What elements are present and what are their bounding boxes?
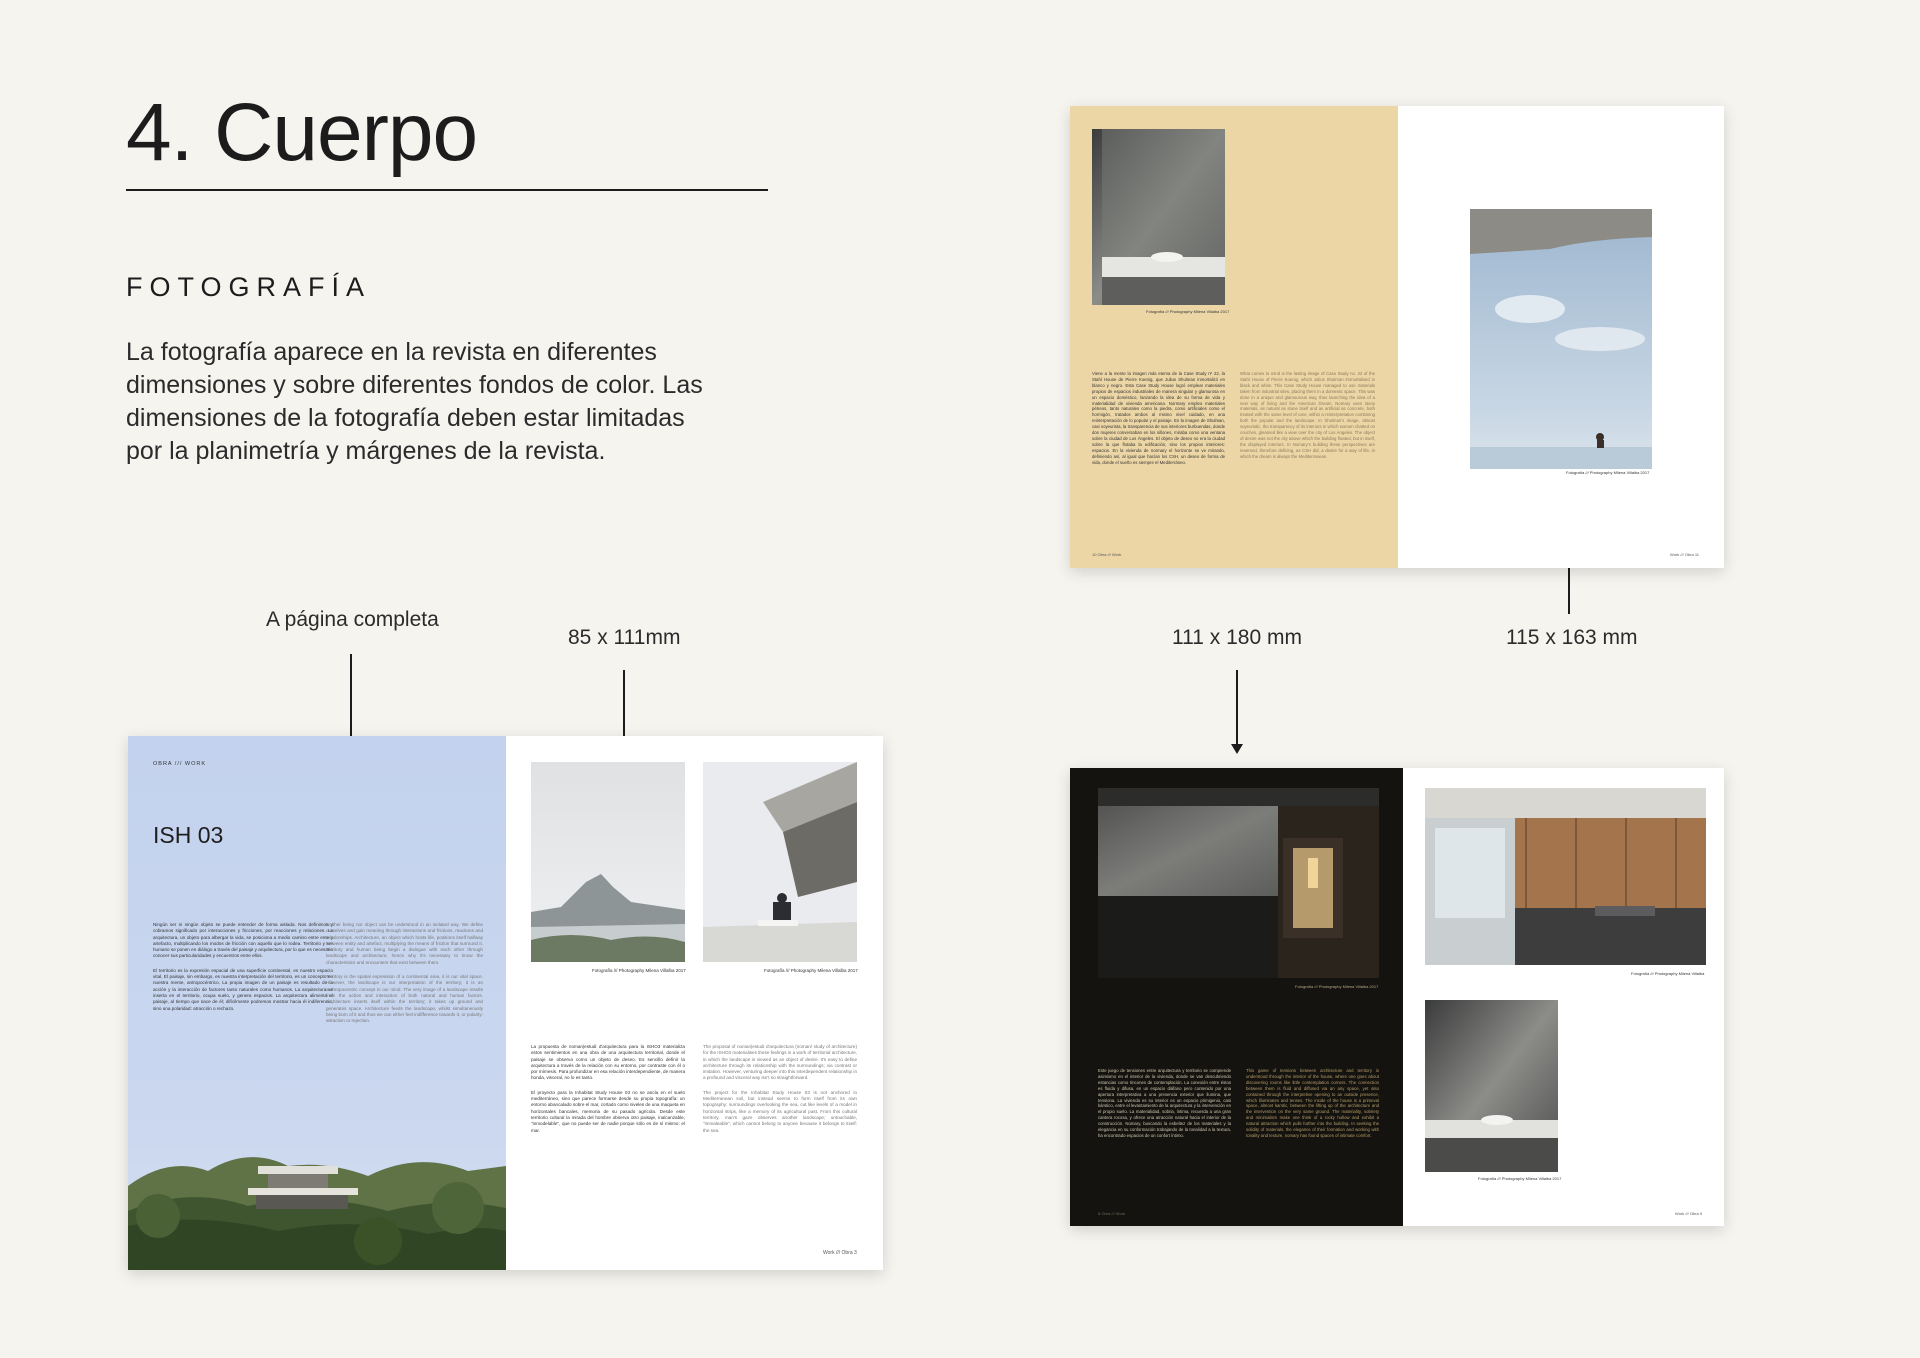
body-en-col-2	[703, 1044, 857, 1134]
title-divider	[126, 189, 768, 191]
photo-caption: Fotografía /// Photography Milena Villalba 2017	[1295, 984, 1379, 989]
house-landscape-photo	[128, 1116, 506, 1270]
kicker: OBRA /// WORK	[153, 761, 207, 767]
page-folio: 10 Obra /// Work	[1092, 552, 1122, 557]
page-folio: 8 Obra /// Work	[1098, 1211, 1126, 1216]
section-heading: FOTOGRAFÍA	[126, 272, 372, 302]
body-es: Viene a la mente la imagen más eterna de la Case Study nº 22, la Stahl House de Pierre Koenig, que Julius Shulman inmortalizó en blanco y negro. Esta Case Study House logró emplear materiales propios de espacios industriales de manera singular y glamurosa en un espacio doméstico, lanzando la idea de su forma de vida y materialidad de vivienda americana. Normary empleo materiales pétreos, tanto naturales como la piedra, como artificiales como el hormigón, tratados ambos al mismo nivel cuidado, en una reinterpretación de lo popular y el paisaje. En la imagen de Shulman, casi voyeurista, la transparencia de sus interiores burbuendas, donde dos mujeres conversaban en los sillones, miraba como una ventana sobre la ciudad de Los Ángeles. El objeto de deseo no era la ciudad sobre la que flotaba la edificación, sino los propios interiores: espacios. En la vivienda de normary el horizonte se ve mirando, definiendo así, al igual que hacían los CSH, un deseo de forma de vida, donde el sueño es siempre el Mediterráneo.	[1092, 371, 1225, 465]
body-en: This game of tensions between architecture and territory is understood through the interior of the house, where one goes about discovering rooms like little contemplation corners. The connection between them is fluid and diffused via an airy space, yet also contained through the interpretive opening to an outside presence, which illuminates and tenses. The inside of the house is a primeval space, almost karstic, between the lifting up of the architecture and the intervention on the very same ground. The materiality, sobriety and minimalism make one think of a rocky hollow and exhibit a natural attraction which pulls further into the building. In seeking the solidity of materials, the elegance of their formation and working with tonality and texture, nomary has found spaces of intimate comfort.	[1246, 1068, 1379, 1138]
concrete-wall-photo	[1092, 129, 1225, 305]
right-page-white	[1398, 106, 1724, 568]
caption-111x180: 111 x 180 mm	[1172, 626, 1302, 649]
paragraph: Ningún ser ni ningún objeto se puede entender de forma aislada. Nos definimos y cobramos significado por interacciones y fricciones, por reacciones y relaciones. La arquitectura, un objeto para albergar la vida, se posiciona a medio camino entre ente y artefacto, multiplicando los modos de fricción con aquello que lo rodea. Territorio y ser humano se ponen en diálogo a través del paisaje y arquitectura, por lo que es necesario conocer sus particularidades y encuentros entre ellos.	[153, 922, 333, 959]
left-page-blue	[128, 736, 506, 1270]
body-es: Este juego de tensiones entre arquitectura y territorio se comprende asimismo en el interior de la vivienda, donde se van descubriendo estancias como rincones de contemplación. La conexión entre éstos es fluida y difusa, en un espacio diáfano pero contenido por una apertura interpretativa a una presencia exterior que ilumina, que tensiona. La vivienda es su interior es un espacio primigenio, casi kárstico, entre el levantamiento de la arquitectura y la intervención en el propio suelo. La materialidad, sobria, íntima, recuerda a una gran cantera rocosa, y ofrece una atracción natural hacia el interior de la construcción. Nomary, buscando la esbeltez de los materiales y la elegancia en su conformación trabajando de la tonalidad a la textura, ha encontrado espacios de un confort íntimo.	[1098, 1068, 1231, 1138]
photo-caption: Fotografía /// Photography Milena Villalba 2017	[592, 968, 686, 973]
article-title: ISH 03	[153, 822, 224, 848]
right-page-white	[1403, 768, 1724, 1226]
arrow-111x180	[1236, 670, 1238, 744]
paragraph: The project for the Inhabitat Study House 03 is not anchored in Mediterranean soil, but instead seems to form itself from its own topography: surroundings overlooking the sea, cut like levels of a model in horizontal strips, like a memory of its agricultural past. From this cultural territory, man's gaze observes another landscape; untouchable, "immaleable", which cannot belong to anyone because it belongs to itself: the sea.	[703, 1089, 857, 1133]
body-es-col-1	[153, 922, 333, 1012]
night-courtyard-photo	[1098, 788, 1379, 978]
caption-85x111: 85 x 111mm	[568, 626, 681, 649]
spread-beige	[1070, 106, 1724, 568]
arrow-head-111x180	[1231, 744, 1243, 754]
pool-sky-photo	[1470, 209, 1652, 469]
page-folio: Work /// Obra 11	[1670, 552, 1699, 557]
body-en: What comes to mind is the lasting image of Case Study no. 22 of the Stahl House of Pierre Koenig, which Julius Shulman immortalised in black and white. This Case Study House managed to use materials taken from industrial sites, placing them in a domestic space. This was done in a unique and glamourous way, thus launching the idea of a new way of living and the American Dream. Nomary uses stony materials, as natural as stone itself and as artificial as concrete, both treated with the same level of care, within a reinterpretation combining both the popular and the landscape. In Shulman's image, almost voyeuristic, the transparency of its interiors in which women chatted on couches, gleamed like a view over the city of Los Angeles. The object of desire was not the city above which the building floated, but in itself, the displayed interiors. In Nomary's building these perspectives are reversed, therefore defining, as CSH did, a desire for a way of life, in which the dream is always the Mediterranean.	[1240, 371, 1375, 459]
paragraph: Neither being nor object can be understood in an isolated way. We define ourselves and gain meaning through interactions and frictions, reactions and relationships. Architecture, an object which hosts life, positions itself halfway between entity and artefact, multiplying the means of friction that surround it. Territory and human being begin a dialogue with each other through landscape and architecture, hence why it's necessary to know the characteristics and encounters that exist between them.	[326, 922, 483, 965]
paragraph: El territorio es la expresión espacial de una superficie continental, es nuestro espacio vital. El paisaje, sin embargo, es nuestra interpretación del territorio, es un concepto en nuestra mente, antropocéntrico. La propia imagen de un paisaje es resultado de la acción y la interacción de factores tanto naturales como humanos. La arquitectura se inserta en el territorio, ocupa suelo, y genera espacios. La arquitectura alimenta el paisaje, al tiempo que nace de él; difícilmente podremos mostrar hacia él indiferencia, sino una polaridad: atracción o rechazo.	[153, 967, 333, 1011]
page-folio: Work /// Obra 9	[1675, 1211, 1703, 1216]
paragraph: El proyecto para la Inhabitat Study House 03 no se ancla en el suelo mediterráneo, sino que parece formarse desde su propia topografía: un entorno abancalado sobre el mar, cortado como niveles de una maqueta en horizontales bancales, memoria de su pasado agrícola. Desde este territorio cultural la mirada del hombre observa otro paisaje, inalcanzable, "inmodelable", que no puede ser de nadie porque sólo es de sí mismo: el mar.	[531, 1089, 685, 1133]
paragraph: The proposal of noman|estudi d'arquitectura (noman/ study of architecture) for the ISHO3 materialises these feelings in a work of territorial architecture, in which the landscape is viewed as an object of desire. It's easy to define architecture through its relationship with the surroundings; via contrast or imitation. However, venturing deeper into this interdependent relationship in a profound and visceral way isn't so straightforward.	[703, 1044, 857, 1081]
bedroom-photo	[1425, 788, 1706, 965]
caption-full-page: A página completa	[266, 608, 439, 631]
intro-paragraph: La fotografía aparece en la revista en diferentes dimensiones y sobre diferentes fondos de color. Las dimensiones de la fotografía deben estar limitadas por la planimetría y márgenes de la revista.	[126, 338, 703, 465]
photo-caption: Fotografía /// Photography Milena Villalba	[1631, 971, 1705, 976]
body-es-col-2	[531, 1044, 685, 1134]
washbasin-photo	[1425, 1000, 1558, 1172]
photo-caption: Fotografía /// Photography Milena Villalba 2017	[1478, 1176, 1562, 1181]
spread-ish03	[128, 736, 883, 1270]
left-page-beige	[1070, 106, 1398, 568]
spread-dark	[1070, 768, 1724, 1226]
page-title: 4. Cuerpo	[126, 87, 478, 178]
page-folio: Work /// Obra 3	[823, 1250, 857, 1256]
body-en-col-1	[326, 922, 483, 1024]
left-page-dark	[1070, 768, 1403, 1226]
right-page-white	[506, 736, 883, 1270]
photo-caption: Fotografía /// Photography Milena Villalba 2017	[1566, 470, 1650, 475]
paragraph: La propuesta de noman|estudi d'arquitectura para la ISHO3 materializa estos sentimientos en una obra de una arquitectura territorial, donde el paisaje se observa como un objeto de deseo. Es sencillo definir la arquitectura a través de la relación con su entorno, por contraste con él o por mímesis. Para profundizar en esa relación interdependiente, de manera honda, visceral, no lo es tanto.	[531, 1044, 685, 1081]
photo-caption: Fotografía /// Photography Milena Villalba 2017	[1146, 309, 1230, 314]
paragraph: Territory is the spatial expression of a continental area, it is our vital space. However, the landscape is our interpretation of the territory; it is an anthropocentric concept in our mind. The very image of a landscape results from the action and interaction of both natural and human factors. Architecture inserts itself within the territory; it takes up ground and generates space. Architecture feeds the landscape, whilst simultaneously being born of it and thus we can either feel indifference towards it, or polarity: attraction or rejection.	[326, 974, 483, 1024]
terrace-photo	[703, 762, 857, 962]
coast-photo	[531, 762, 685, 962]
photo-caption: Fotografía /// Photography Milena Villalba 2017	[764, 968, 858, 973]
caption-115x163: 115 x 163 mm	[1506, 626, 1638, 649]
